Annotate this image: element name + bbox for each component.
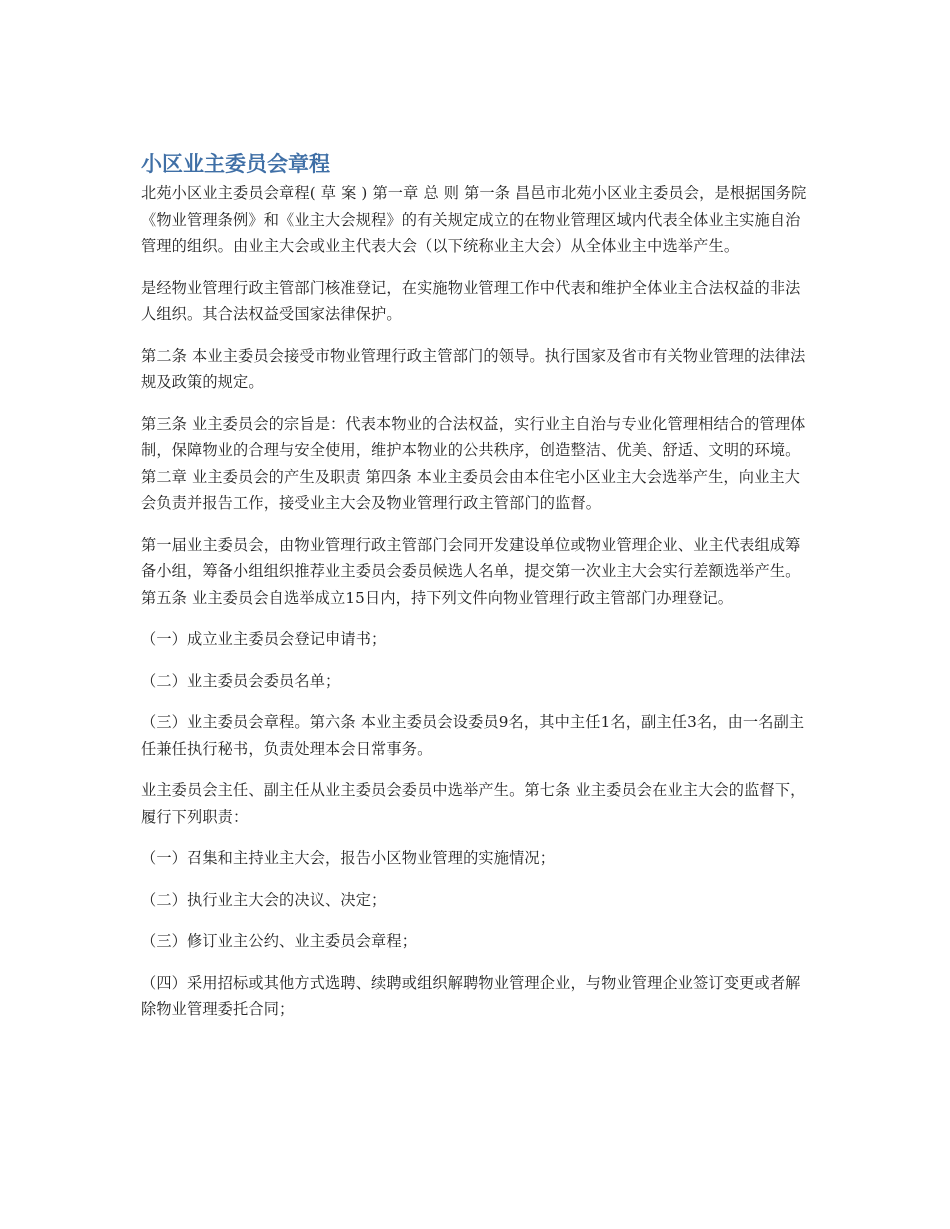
paragraph-5: 第一届业主委员会，由物业管理行政主管部门会同开发建设单位或物业管理企业、业主代表组成筹备小组，筹备小组组织推荐业主委员会委员候选人名单，提交第一次业主大会实行差额选举产生。第五条 业主委员会自选举成立15日内，持下列文件向物业管理行政主管部门办理登记。 [141,535,801,607]
document-title: 小区业主委员会章程 [141,152,330,176]
paragraph-13: （四）采用招标或其他方式选聘、续聘或组织解聘物业管理企业，与物业管理企业签订变更或者解除物业管理委托合同； [141,973,801,1018]
paragraph-1: 北苑小区业主委员会章程( 草 案 ) 第一章 总 则 第一条 昌邑市北苑小区业主委员会，是根据国务院《物业管理条例》和《业主大会规程》的有关规定成立的在物业管理区域内代表全体业主实施自治管理的组织。由业主大会或业主代表大会（以下统称业主大会）从全体业主中选举产生。 [141,184,807,255]
paragraph-8: （三）业主委员会章程。第六条 本业主委员会设委员9名，其中主任1名，副主任3名，由一名副主任兼任执行秘书，负责处理本会日常事务。 [141,713,805,758]
paragraph-10: （一）召集和主持业主大会，报告小区物业管理的实施情况； [141,849,556,867]
paragraph-11: （二）执行业主大会的决议、决定； [141,890,387,909]
paragraph-3: 第二条 本业主委员会接受市物业管理行政主管部门的领导。执行国家及省市有关物业管理的法律法规及政策的规定。 [141,346,806,391]
paragraph-2: 是经物业管理行政主管部门核准登记，在实施物业管理工作中代表和维护全体业主合法权益的非法人组织。其合法权益受国家法律保护。 [141,278,801,323]
document-page [141,150,809,1038]
paragraph-12: （三）修订业主公约、业主委员会章程； [141,932,418,950]
paragraph-6: （一）成立业主委员会登记申请书； [141,630,387,648]
paragraph-9: 业主委员会主任、副主任从业主委员会委员中选举产生。第七条 业主委员会在业主大会的监督下，履行下列职责： [141,781,806,826]
paragraph-7: （二）业主委员会委员名单； [141,671,341,690]
paragraph-4: 第三条 业主委员会的宗旨是：代表本物业的合法权益，实行业主自治与专业化管理相结合的管理体制，保障物业的合理与安全使用，维护本物业的公共秩序，创造整洁、优美、舒适、文明的环境。 第二章 业主委员会的产生及职责 第四条 本业主委员会由本住宅小区业主大会选举产生，向业主大会负责并报告工作，接受业主大会及物业管理行政主管部门的监督。 [141,414,806,512]
